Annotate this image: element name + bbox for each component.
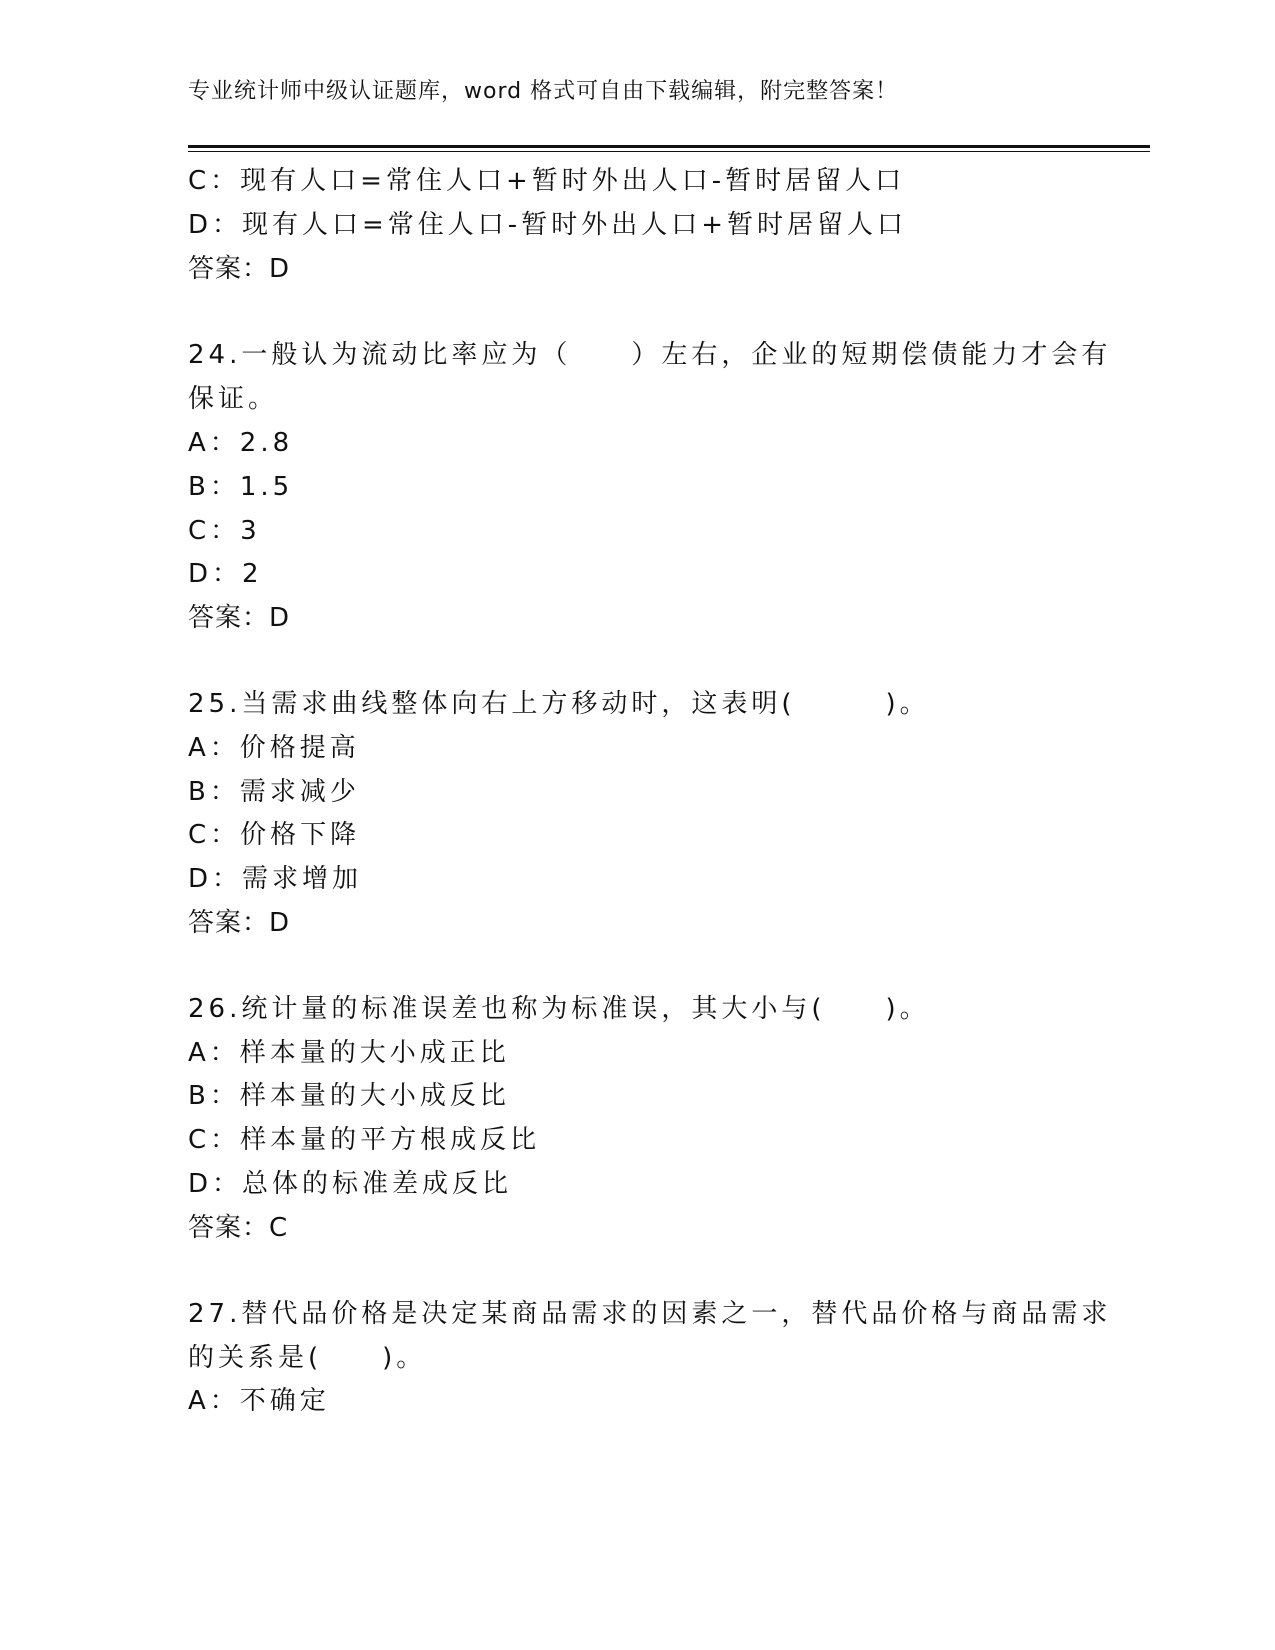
- q24-stem-line1: 24.一般认为流动比率应为（ ）左右，企业的短期偿债能力才会有: [188, 340, 1112, 370]
- q27-stem-line1: 27.替代品价格是决定某商品需求的因素之一，替代品价格与商品需求: [188, 1299, 1112, 1329]
- q26-option-d: D：总体的标准差成反比: [188, 1169, 513, 1199]
- q25-stem: 25.当需求曲线整体向右上方移动时，这表明( )。: [188, 689, 930, 719]
- q23-answer: 答案：D: [188, 254, 291, 284]
- q27-option-a: A：不确定: [188, 1386, 330, 1416]
- q25-answer: 答案：D: [188, 908, 291, 938]
- header-rule-thick: [188, 145, 1150, 148]
- q27-stem-line2: 的关系是( )。: [188, 1343, 427, 1373]
- q24-option-c: C：3: [188, 516, 261, 546]
- q26-option-b: B：样本量的大小成反比: [188, 1081, 510, 1111]
- q24-stem-line2: 保证。: [188, 384, 279, 414]
- q26-option-a: A：样本量的大小成正比: [188, 1038, 510, 1068]
- q26-option-c: C：样本量的平方根成反比: [188, 1125, 541, 1155]
- q26-stem: 26.统计量的标准误差也称为标准误，其大小与( )。: [188, 994, 930, 1024]
- q25-option-d: D：需求增加: [188, 864, 363, 894]
- q23-option-d: D：现有人口=常住人口-暂时外出人口+暂时居留人口: [188, 210, 907, 240]
- q26-answer: 答案：C: [188, 1213, 289, 1243]
- q24-option-d: D：2: [188, 559, 263, 589]
- q23-option-c: C：现有人口=常住人口+暂时外出人口-暂时居留人口: [188, 166, 906, 196]
- header-rule-thin: [188, 151, 1150, 152]
- q25-option-a: A：价格提高: [188, 733, 360, 763]
- q25-option-b: B：需求减少: [188, 777, 360, 807]
- q24-answer: 答案：D: [188, 603, 291, 633]
- q24-option-a: A：2.8: [188, 428, 294, 458]
- page-header: 专业统计师中级认证题库，word 格式可自由下载编辑，附完整答案！: [188, 79, 899, 104]
- q24-option-b: B：1.5: [188, 472, 294, 502]
- q25-option-c: C：价格下降: [188, 820, 361, 850]
